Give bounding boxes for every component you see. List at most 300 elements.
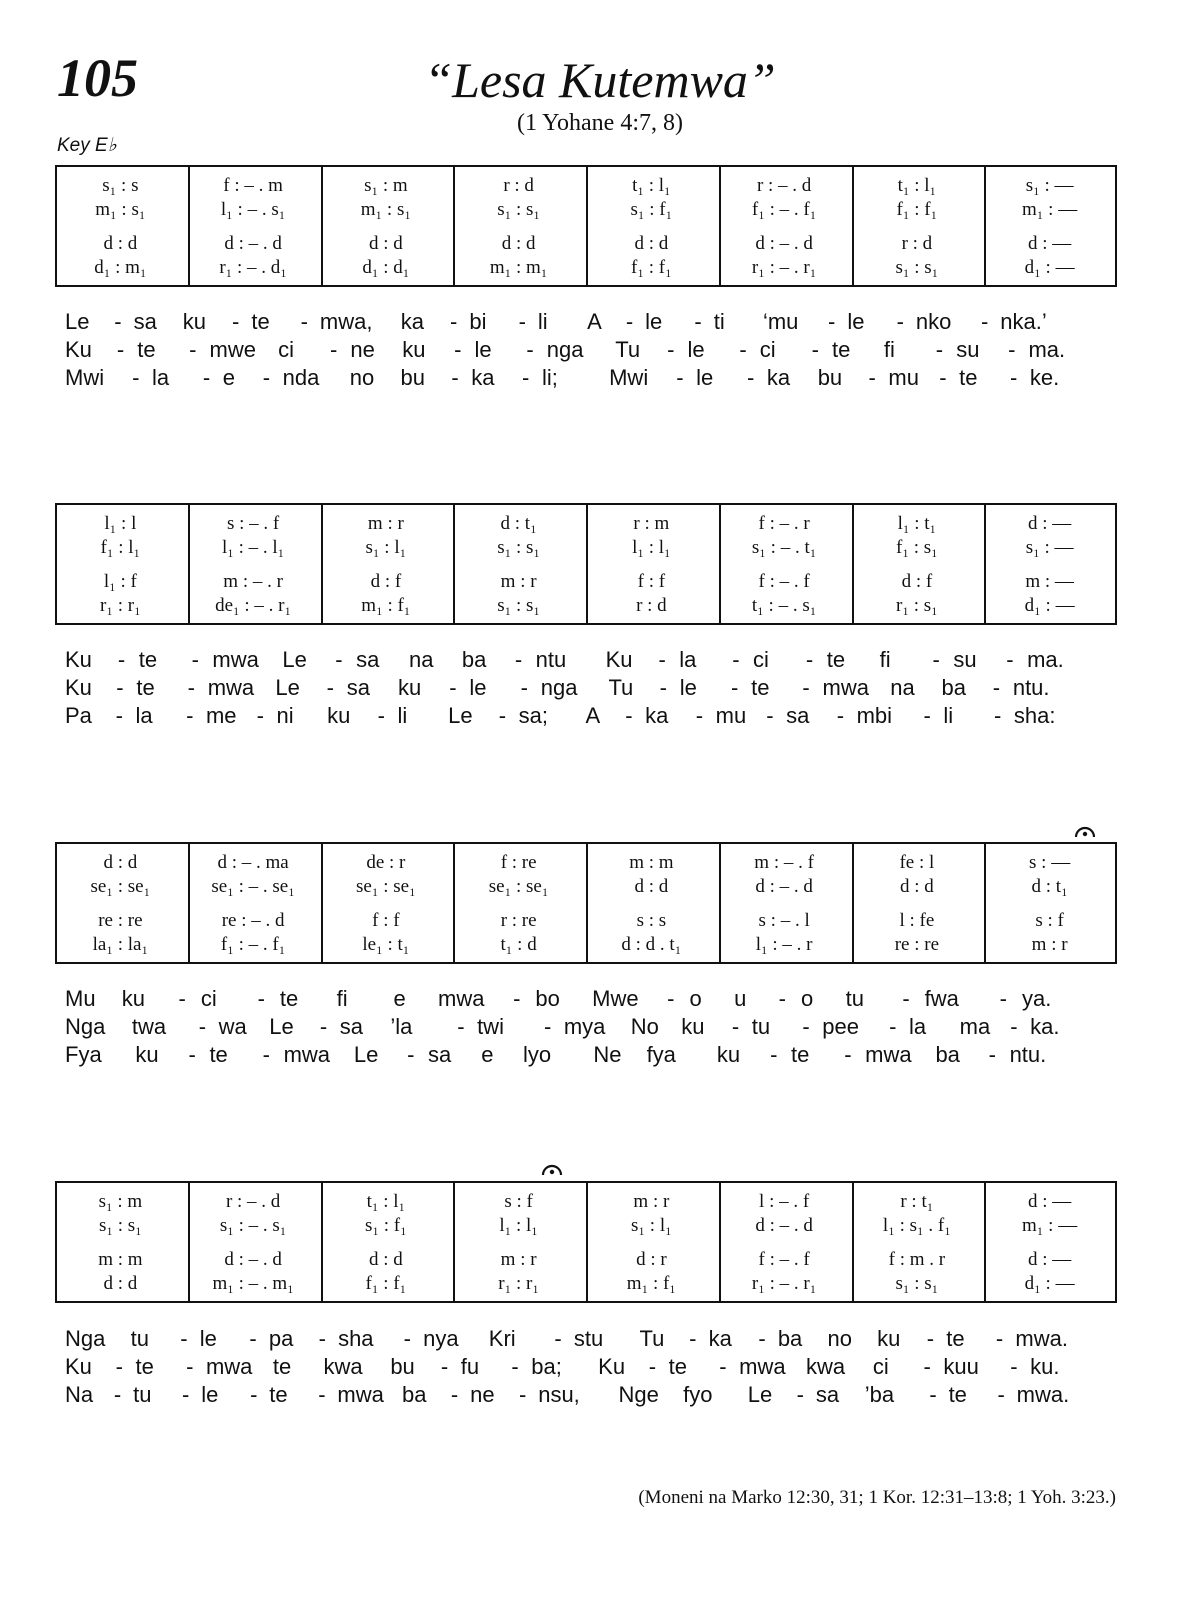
soprano-notes: s₁ : — bbox=[1025, 175, 1074, 196]
music-system-3 bbox=[55, 842, 1117, 964]
bass-notes: d₁ : — bbox=[1024, 257, 1075, 278]
lyric-syllable: ba; bbox=[531, 1354, 562, 1379]
lyric-syllable: ci bbox=[753, 647, 769, 672]
lyric-syllable: ku bbox=[402, 337, 426, 362]
footnote: (Moneni na Marko 12:30, 31; 1 Kor. 12:31–13:8; 1 Yoh. 3:23.) bbox=[638, 1487, 1116, 1508]
lyrics-block-3 bbox=[55, 985, 1117, 1069]
soprano-notes: t₁ : l₁ bbox=[897, 175, 937, 196]
syllable-hyphen: - bbox=[1010, 1354, 1018, 1379]
syllable-hyphen: - bbox=[403, 1326, 411, 1351]
alto-notes: l₁ : l₁ bbox=[632, 537, 671, 558]
syllable-hyphen: - bbox=[319, 1014, 328, 1039]
lyric-syllable: ku bbox=[398, 675, 422, 700]
bass-notes: d₁ : — bbox=[1024, 595, 1075, 616]
syllable-hyphen: - bbox=[450, 1382, 459, 1407]
syllable-hyphen: - bbox=[932, 647, 940, 672]
syllable-hyphen: - bbox=[440, 1354, 449, 1379]
lyric-syllable: Na bbox=[65, 1382, 94, 1407]
lyric-verse-2 bbox=[55, 1013, 1117, 1041]
lyric-syllable: tu bbox=[845, 986, 864, 1011]
syllable-hyphen: - bbox=[526, 337, 534, 362]
bass-notes: la₁ : la₁ bbox=[92, 934, 149, 955]
soprano-notes: r : t₁ bbox=[900, 1191, 934, 1212]
lyric-syllable: ba bbox=[777, 1326, 803, 1351]
lyric-syllable: li bbox=[397, 703, 408, 728]
syllable-hyphen: - bbox=[802, 675, 810, 700]
bass-notes: r₁ : r₁ bbox=[498, 1273, 539, 1294]
syllable-hyphen: - bbox=[667, 986, 675, 1011]
syllable-hyphen: - bbox=[988, 1042, 996, 1067]
tenor-notes: re : – . d bbox=[221, 910, 285, 931]
syllable-hyphen: - bbox=[451, 365, 459, 390]
lyric-syllable: ku bbox=[135, 1042, 159, 1067]
soprano-notes: d : t₁ bbox=[500, 513, 537, 534]
lyric-syllable: mwa, bbox=[319, 309, 373, 334]
lyric-syllable: sa bbox=[133, 309, 157, 334]
syllable-hyphen: - bbox=[256, 703, 264, 728]
music-system-2 bbox=[55, 503, 1117, 625]
music-system-4 bbox=[55, 1181, 1117, 1303]
alto-notes: s₁ : f₁ bbox=[630, 199, 673, 220]
bass-notes: f₁ : f₁ bbox=[631, 257, 672, 278]
syllable-hyphen: - bbox=[513, 986, 521, 1011]
syllable-hyphen: - bbox=[113, 1382, 122, 1407]
lyric-syllable: ba bbox=[935, 1042, 960, 1067]
bass-notes: le₁ : t₁ bbox=[362, 934, 410, 955]
lyric-syllable: kuu bbox=[943, 1354, 979, 1379]
syllable-hyphen: - bbox=[926, 1326, 935, 1351]
lyric-syllable: Le bbox=[353, 1042, 379, 1067]
lyric-syllable: Le bbox=[275, 675, 300, 700]
lyric-syllable: li; bbox=[542, 365, 558, 390]
lyric-syllable: mwa bbox=[337, 1382, 384, 1407]
lyric-syllable: ntu. bbox=[1012, 675, 1050, 700]
lyric-syllable: mwa bbox=[283, 1042, 331, 1067]
syllable-hyphen: - bbox=[836, 703, 845, 728]
syllable-hyphen: - bbox=[625, 309, 634, 334]
syllable-hyphen: - bbox=[1010, 1014, 1018, 1039]
soprano-notes: de : r bbox=[366, 852, 406, 873]
alto-notes: f₁ : f₁ bbox=[896, 199, 938, 220]
bass-notes: de₁ : – . r₁ bbox=[215, 595, 292, 616]
soprano-notes: s : f bbox=[504, 1191, 533, 1212]
lyrics-block-4 bbox=[55, 1325, 1117, 1409]
lyric-syllable: ma. bbox=[1028, 337, 1066, 362]
syllable-hyphen: - bbox=[889, 1014, 897, 1039]
lyric-syllable: mya bbox=[563, 1014, 606, 1039]
tenor-notes: re : re bbox=[98, 910, 143, 931]
lyric-syllable: u bbox=[734, 986, 747, 1011]
lyric-syllable: nga bbox=[540, 675, 578, 700]
syllable-hyphen: - bbox=[198, 1014, 207, 1039]
lyric-syllable: le bbox=[469, 675, 487, 700]
soprano-notes: d : – . ma bbox=[217, 852, 289, 873]
syllable-hyphen: - bbox=[300, 309, 308, 334]
lyric-syllable: fi bbox=[879, 647, 891, 672]
alto-notes: m₁ : — bbox=[1022, 199, 1078, 220]
lyric-syllable: ci bbox=[278, 337, 294, 362]
syllable-hyphen: - bbox=[186, 703, 194, 728]
alto-notes: s₁ : s₁ bbox=[497, 199, 541, 220]
syllable-hyphen: - bbox=[188, 1042, 196, 1067]
lyric-syllable: Ku bbox=[598, 1354, 626, 1379]
alto-notes: d : – . d bbox=[755, 876, 813, 897]
lyric-syllable: le bbox=[679, 675, 697, 700]
soprano-notes: r : – . d bbox=[225, 1191, 281, 1212]
soprano-notes: m : r bbox=[633, 1191, 670, 1212]
syllable-hyphen: - bbox=[329, 337, 338, 362]
bass-notes: f₁ : – . f₁ bbox=[220, 934, 286, 955]
lyric-syllable: ntu bbox=[535, 647, 567, 672]
lyric-syllable: mwa bbox=[822, 675, 869, 700]
bass-notes: r₁ : – . d₁ bbox=[219, 257, 287, 278]
syllable-hyphen: - bbox=[828, 309, 836, 334]
syllable-hyphen: - bbox=[935, 337, 944, 362]
lyric-syllable: mu bbox=[888, 365, 919, 390]
syllable-hyphen: - bbox=[802, 1014, 810, 1039]
lyric-syllable: twa bbox=[131, 1014, 167, 1039]
lyric-syllable: sa bbox=[815, 1382, 840, 1407]
lyric-syllable: o bbox=[689, 986, 702, 1011]
syllable-hyphen: - bbox=[318, 1326, 326, 1351]
tenor-notes: f : – . f bbox=[758, 1249, 810, 1270]
lyric-syllable: ci bbox=[759, 337, 776, 362]
syllable-hyphen: - bbox=[992, 675, 1001, 700]
tenor-notes: f : f bbox=[372, 910, 400, 931]
lyric-syllable: ku. bbox=[1030, 1354, 1060, 1379]
lyric-syllable: sa bbox=[356, 647, 380, 672]
syllable-hyphen: - bbox=[658, 647, 666, 672]
syllable-hyphen: - bbox=[805, 647, 814, 672]
lyric-verse-3 bbox=[55, 702, 1117, 730]
bass-notes: m₁ : f₁ bbox=[361, 595, 411, 616]
tenor-notes: d : r bbox=[636, 1249, 667, 1270]
soprano-notes: l₁ : l bbox=[104, 513, 137, 534]
lyric-syllable: le bbox=[474, 337, 492, 362]
lyric-syllable: te bbox=[946, 1326, 965, 1351]
lyric-syllable: te bbox=[251, 309, 270, 334]
syllable-hyphen: - bbox=[659, 675, 667, 700]
lyric-syllable: ci bbox=[200, 986, 217, 1011]
syllable-hyphen: - bbox=[625, 703, 633, 728]
lyric-syllable: fi bbox=[883, 337, 895, 362]
alto-notes: d : – . d bbox=[755, 1215, 813, 1236]
music-system-1 bbox=[55, 165, 1117, 287]
lyric-syllable: mu bbox=[715, 703, 747, 728]
lyric-syllable: la bbox=[135, 703, 153, 728]
soprano-notes: r : m bbox=[633, 513, 670, 534]
soprano-notes: d : — bbox=[1027, 513, 1072, 534]
tenor-notes: d : — bbox=[1027, 1249, 1072, 1270]
syllable-hyphen: - bbox=[181, 1382, 190, 1407]
tenor-notes: d : d bbox=[634, 233, 669, 254]
tenor-notes: r : d bbox=[901, 233, 933, 254]
syllable-hyphen: - bbox=[180, 1326, 188, 1351]
lyric-verse-2 bbox=[55, 336, 1117, 364]
tenor-notes: d : — bbox=[1027, 233, 1072, 254]
lyrics-block-1 bbox=[55, 308, 1117, 392]
bass-notes: r₁ : r₁ bbox=[100, 595, 141, 616]
lyric-syllable: mwa bbox=[865, 1042, 912, 1067]
lyric-syllable: sa bbox=[786, 703, 810, 728]
lyric-syllable: te bbox=[959, 365, 978, 390]
syllable-hyphen: - bbox=[318, 1382, 326, 1407]
alto-notes: s₁ : l₁ bbox=[631, 1215, 672, 1236]
lyric-syllable: sha bbox=[338, 1326, 374, 1351]
lyric-syllable: ntu. bbox=[1009, 1042, 1047, 1067]
syllable-hyphen: - bbox=[262, 365, 271, 390]
soprano-notes: d : — bbox=[1027, 1191, 1072, 1212]
lyric-verse-1 bbox=[55, 985, 1117, 1013]
soprano-notes: f : – . m bbox=[223, 175, 283, 196]
lyric-syllable: te bbox=[137, 337, 156, 362]
lyric-syllable: nka.’ bbox=[1000, 309, 1047, 334]
syllable-hyphen: - bbox=[844, 1042, 852, 1067]
hymn-number: 105 bbox=[57, 48, 138, 108]
lyric-syllable: le bbox=[645, 309, 663, 334]
lyric-syllable: fu bbox=[460, 1354, 480, 1379]
lyric-syllable: ka bbox=[471, 365, 495, 390]
alto-notes: m₁ : s₁ bbox=[95, 199, 146, 220]
lyric-syllable: bo bbox=[535, 986, 560, 1011]
tenor-notes: d : – . d bbox=[224, 1249, 282, 1270]
lyric-syllable: te bbox=[751, 675, 770, 700]
lyric-syllable: sha: bbox=[1013, 703, 1056, 728]
alto-notes: s₁ : l₁ bbox=[365, 537, 407, 558]
bass-notes: s₁ : s₁ bbox=[895, 1273, 939, 1294]
lyric-syllable: mwa. bbox=[1015, 1326, 1068, 1351]
syllable-hyphen: - bbox=[249, 1326, 257, 1351]
syllable-hyphen: - bbox=[514, 647, 523, 672]
lyric-syllable: ba bbox=[461, 647, 487, 672]
lyric-syllable: pa bbox=[268, 1326, 294, 1351]
lyric-syllable: ne bbox=[350, 337, 375, 362]
key-signature: Key E♭ bbox=[57, 135, 117, 156]
syllable-hyphen: - bbox=[995, 1326, 1004, 1351]
lyric-syllable: Tu bbox=[639, 1326, 665, 1351]
bass-notes: t₁ : d bbox=[500, 934, 537, 955]
lyric-syllable: su bbox=[953, 647, 977, 672]
half-barline bbox=[453, 519, 454, 537]
lyric-syllable: o bbox=[800, 986, 814, 1011]
lyric-syllable: lyo bbox=[523, 1042, 552, 1067]
lyric-syllable: le bbox=[847, 309, 865, 334]
lyric-syllable: tu bbox=[130, 1326, 149, 1351]
lyric-syllable: ba bbox=[402, 1382, 427, 1407]
lyric-syllable: pee bbox=[822, 1014, 859, 1039]
syllable-hyphen: - bbox=[457, 1014, 465, 1039]
lyric-syllable: twi bbox=[477, 1014, 504, 1039]
lyric-syllable: te bbox=[269, 1382, 288, 1407]
soprano-notes: s : — bbox=[1029, 852, 1071, 873]
bass-notes: m₁ : f₁ bbox=[626, 1273, 676, 1294]
syllable-hyphen: - bbox=[232, 309, 240, 334]
tenor-notes: d : – . d bbox=[755, 233, 813, 254]
lyric-syllable: e bbox=[393, 986, 406, 1011]
lyrics-block-2 bbox=[55, 646, 1117, 730]
syllable-hyphen: - bbox=[543, 1014, 552, 1039]
syllable-hyphen: - bbox=[115, 1354, 123, 1379]
alto-notes: f₁ : – . f₁ bbox=[751, 199, 817, 220]
syllable-hyphen: - bbox=[178, 986, 186, 1011]
lyric-verse-3 bbox=[55, 364, 1117, 392]
lyric-syllable: nya bbox=[423, 1326, 459, 1351]
lyric-syllable: ka bbox=[645, 703, 669, 728]
syllable-hyphen: - bbox=[498, 703, 507, 728]
lyric-syllable: le bbox=[199, 1326, 217, 1351]
lyric-syllable: mwa bbox=[207, 675, 255, 700]
lyric-syllable: na bbox=[890, 675, 915, 700]
lyric-syllable: te bbox=[668, 1354, 688, 1379]
fermata-icon bbox=[1074, 824, 1096, 838]
lyric-syllable: Nga bbox=[65, 1014, 106, 1039]
lyric-syllable: ku bbox=[121, 986, 146, 1011]
tenor-notes: l : fe bbox=[899, 910, 935, 931]
lyric-syllable: Ku bbox=[65, 337, 92, 362]
lyric-syllable: ma. bbox=[1027, 647, 1064, 672]
lyric-syllable: la bbox=[909, 1014, 927, 1039]
lyric-syllable: No bbox=[630, 1014, 659, 1039]
syllable-hyphen: - bbox=[518, 309, 526, 334]
lyric-syllable: ka. bbox=[1030, 1014, 1060, 1039]
tenor-notes: f : f bbox=[637, 571, 666, 592]
syllable-hyphen: - bbox=[739, 337, 747, 362]
lyric-verse-3 bbox=[55, 1381, 1117, 1409]
bass-notes: d : d . t₁ bbox=[621, 934, 682, 955]
alto-notes: d : d bbox=[634, 876, 669, 897]
soprano-notes: m : m bbox=[629, 852, 674, 873]
syllable-hyphen: - bbox=[1006, 647, 1014, 672]
lyric-syllable: sa bbox=[339, 1014, 363, 1039]
tenor-notes: m : m bbox=[98, 1249, 143, 1270]
bass-notes: d₁ : m₁ bbox=[94, 257, 147, 278]
alto-notes: f₁ : s₁ bbox=[896, 537, 938, 558]
tenor-notes: d : – . d bbox=[224, 233, 282, 254]
soprano-notes: s₁ : s bbox=[102, 175, 139, 196]
tenor-notes: d : d bbox=[103, 233, 138, 254]
soprano-notes: t₁ : l₁ bbox=[366, 1191, 406, 1212]
lyric-syllable: nko bbox=[915, 309, 952, 334]
syllable-hyphen: - bbox=[902, 986, 910, 1011]
lyric-syllable: mwa bbox=[205, 1354, 253, 1379]
half-barline bbox=[453, 858, 454, 876]
syllable-hyphen: - bbox=[746, 365, 755, 390]
lyric-syllable: te bbox=[209, 1042, 228, 1067]
syllable-hyphen: - bbox=[114, 309, 122, 334]
lyric-syllable: Ne bbox=[593, 1042, 622, 1067]
tenor-notes: d : d bbox=[368, 1249, 403, 1270]
tenor-notes: m : – . r bbox=[223, 571, 283, 592]
lyric-syllable: ku bbox=[877, 1326, 901, 1351]
bass-notes: f₁ : f₁ bbox=[365, 1273, 407, 1294]
soprano-notes: fe : l bbox=[899, 852, 935, 873]
tenor-notes: s : – . l bbox=[758, 910, 810, 931]
lyric-syllable: bu bbox=[817, 365, 843, 390]
half-barline bbox=[453, 1197, 454, 1215]
syllable-hyphen: - bbox=[868, 365, 876, 390]
lyric-verse-3 bbox=[55, 1041, 1117, 1069]
lyric-syllable: mwa bbox=[438, 986, 485, 1011]
lyric-syllable: ku bbox=[182, 309, 207, 334]
lyric-syllable: ka bbox=[708, 1326, 732, 1351]
syllable-hyphen: - bbox=[796, 1382, 804, 1407]
tenor-notes: m : r bbox=[500, 1249, 537, 1270]
lyric-syllable: te bbox=[826, 647, 846, 672]
tenor-notes: f : m . r bbox=[888, 1249, 946, 1270]
alto-notes: m₁ : — bbox=[1022, 1215, 1078, 1236]
lyric-syllable: A bbox=[585, 703, 601, 728]
lyric-verse-2 bbox=[55, 1353, 1117, 1381]
lyric-syllable: fya bbox=[646, 1042, 676, 1067]
lyric-syllable: fi bbox=[336, 986, 348, 1011]
lyric-syllable: Nga bbox=[65, 1326, 106, 1351]
lyric-syllable: ka bbox=[400, 309, 425, 334]
soprano-notes: s : – . f bbox=[227, 513, 280, 534]
soprano-notes: l : – . f bbox=[759, 1191, 810, 1212]
lyric-verse-2 bbox=[55, 674, 1117, 702]
lyric-syllable: Ku bbox=[65, 647, 92, 672]
syllable-hyphen: - bbox=[202, 365, 211, 390]
lyric-syllable: mwe bbox=[209, 337, 256, 362]
lyric-syllable: Mwi bbox=[609, 365, 649, 390]
lyric-syllable: tu bbox=[751, 1014, 771, 1039]
soprano-notes: f : re bbox=[500, 852, 537, 873]
syllable-hyphen: - bbox=[520, 675, 528, 700]
lyric-syllable: ya. bbox=[1021, 986, 1052, 1011]
soprano-notes: m : r bbox=[367, 513, 404, 534]
alto-notes: l₁ : – . s₁ bbox=[220, 199, 286, 220]
tenor-notes: l₁ : f bbox=[103, 571, 137, 592]
bass-notes: r₁ : – . r₁ bbox=[751, 1273, 817, 1294]
bass-notes: r₁ : – . r₁ bbox=[751, 257, 817, 278]
alto-notes: f₁ : l₁ bbox=[100, 537, 141, 558]
lyric-syllable: ti bbox=[713, 309, 725, 334]
lyric-syllable: bu bbox=[400, 365, 426, 390]
syllable-hyphen: - bbox=[1009, 365, 1018, 390]
lyric-syllable: te bbox=[135, 1354, 154, 1379]
syllable-hyphen: - bbox=[250, 1382, 258, 1407]
lyric-syllable: ni bbox=[276, 703, 294, 728]
lyric-syllable: Le bbox=[282, 647, 307, 672]
syllable-hyphen: - bbox=[997, 1382, 1005, 1407]
lyric-syllable: kwa bbox=[323, 1354, 363, 1379]
bass-notes: s₁ : s₁ bbox=[895, 257, 939, 278]
lyric-verse-1 bbox=[55, 1325, 1117, 1353]
lyric-syllable: Le bbox=[269, 1014, 294, 1039]
lyric-syllable: ku bbox=[681, 1014, 705, 1039]
syllable-hyphen: - bbox=[554, 1326, 562, 1351]
lyric-syllable: nda bbox=[282, 365, 320, 390]
syllable-hyphen: - bbox=[189, 337, 197, 362]
syllable-hyphen: - bbox=[731, 675, 739, 700]
lyric-syllable: Nge bbox=[618, 1382, 659, 1407]
syllable-hyphen: - bbox=[648, 1354, 657, 1379]
lyric-syllable: Mu bbox=[65, 986, 96, 1011]
syllable-hyphen: - bbox=[187, 675, 195, 700]
syllable-hyphen: - bbox=[1008, 337, 1016, 362]
syllable-hyphen: - bbox=[778, 986, 786, 1011]
lyric-syllable: la bbox=[152, 365, 170, 390]
lyric-syllable: na bbox=[409, 647, 434, 672]
alto-notes: s₁ : s₁ bbox=[98, 1215, 142, 1236]
syllable-hyphen: - bbox=[980, 309, 989, 334]
alto-notes: s₁ : — bbox=[1025, 537, 1074, 558]
lyric-syllable: te bbox=[136, 675, 155, 700]
lyric-verse-1 bbox=[55, 308, 1117, 336]
alto-notes: l₁ : – . l₁ bbox=[221, 537, 285, 558]
lyric-syllable: bi bbox=[469, 309, 487, 334]
bass-notes: r : d bbox=[636, 595, 667, 616]
